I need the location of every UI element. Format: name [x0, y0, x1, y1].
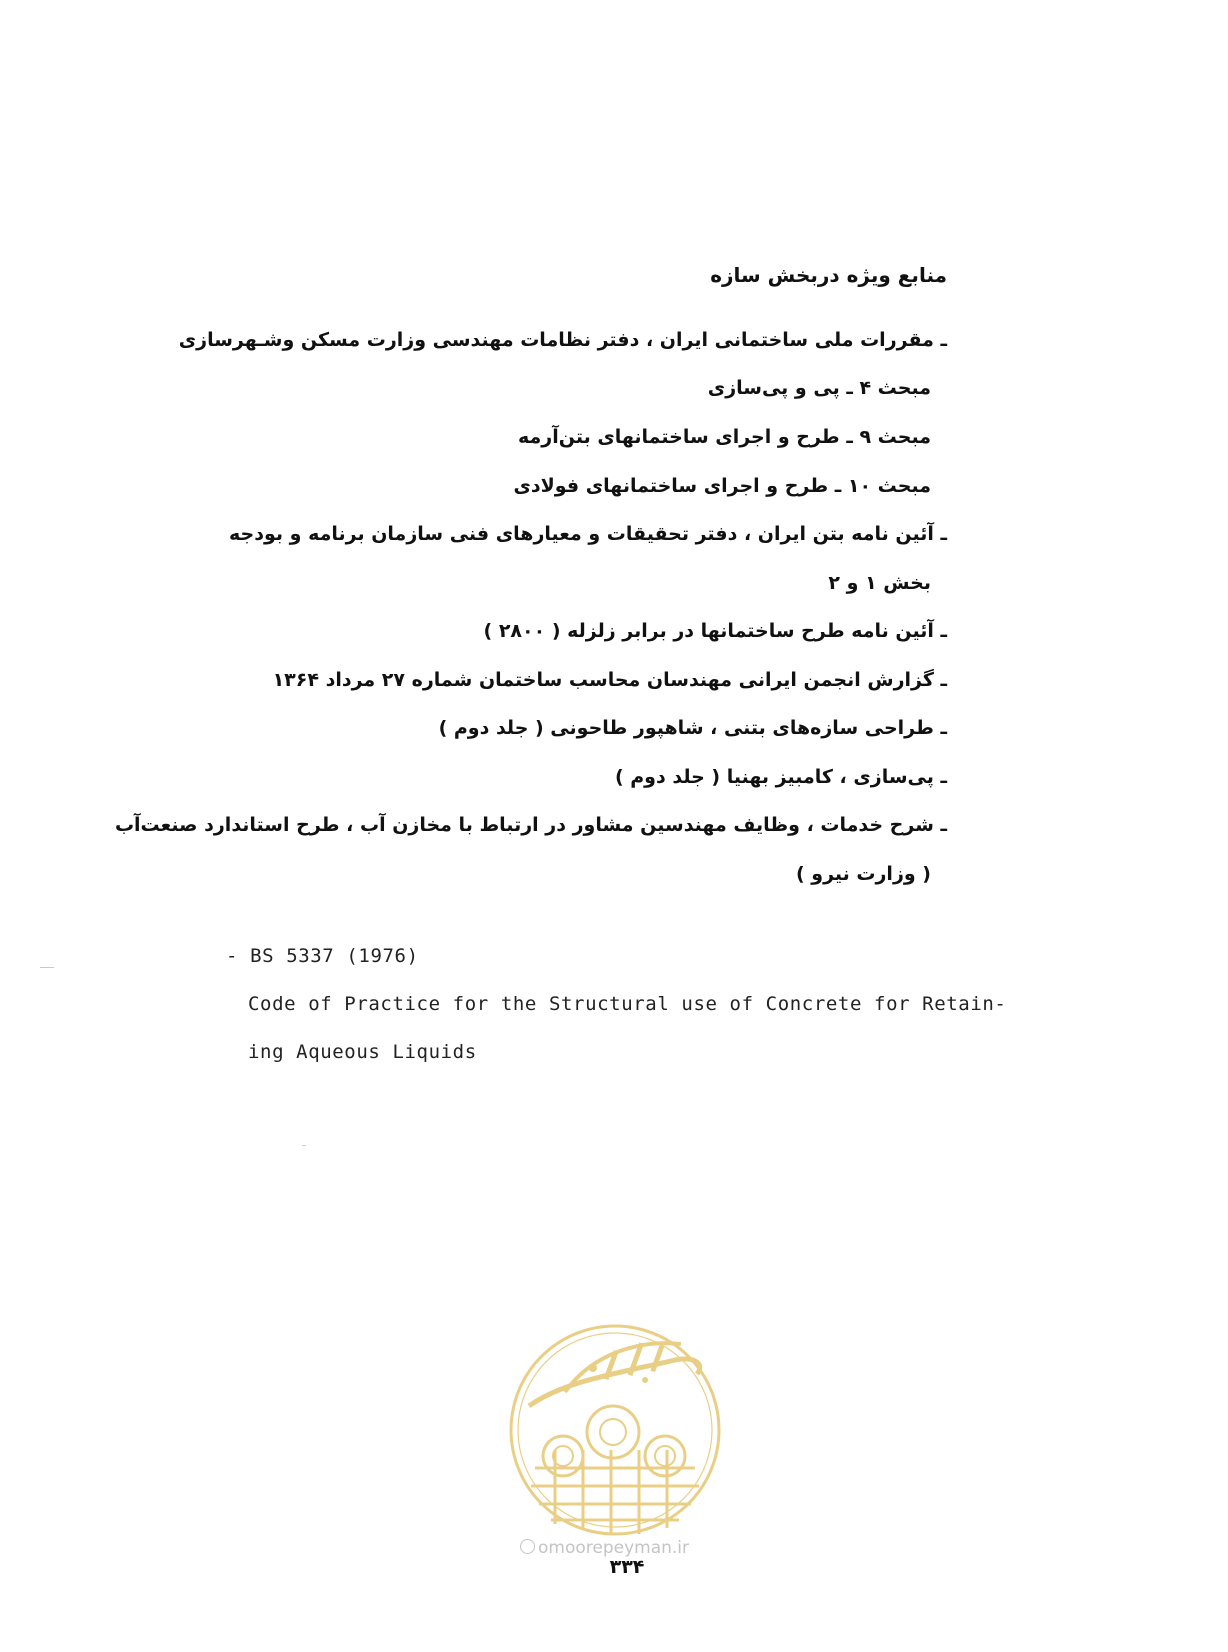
watermark-site	[520, 1538, 689, 1558]
ref-national-building-regulations: ـ مقررات ملی ساختمانی ایران ، دفتر نظامات مهندسی وزارت مسکن وشـهرسازی	[178, 329, 947, 351]
ref-topic-9: مبحث ۹ ـ طرح و اجرای ساختمانهای بتن‌آرمه	[517, 426, 931, 448]
globe-icon	[520, 1539, 535, 1554]
english-ref-title-line2: ing Aqueous Liquids	[248, 1041, 477, 1063]
english-ref-standard: - BS 5337 (1976)	[226, 945, 419, 967]
ref-foundations: ـ پی‌سازی ، کامبیز بهنیا ( جلد دوم )	[614, 766, 947, 788]
ref-parts: بخش ۱ و ۲	[828, 572, 931, 594]
ref-iran-concrete-code: ـ آئین نامه بتن ایران ، دفتر تحقیقات و معیارهای فنی سازمان برنامه و بودجه	[229, 523, 947, 545]
ref-engineers-report: ـ گزارش انجمن ایرانی مهندسان محاسب ساختمان شماره ۲۷ مرداد ۱۳۶۴	[272, 669, 947, 691]
ref-topic-10: مبحث ۱۰ ـ طرح و اجرای ساختمانهای فولادی	[513, 475, 931, 497]
site-url: omoorepeyman.ir	[538, 1538, 690, 1558]
section-heading: منابع ویژه دربخش سازه	[710, 263, 947, 287]
english-ref-title-line1: Code of Practice for the Structural use of Concrete for Retain-	[248, 993, 1007, 1015]
ref-ministry-of-energy: ( وزارت نیرو )	[795, 863, 931, 885]
scan-speck	[302, 1145, 306, 1146]
watermark-logo	[505, 1320, 725, 1560]
ref-seismic-code: ـ آئین نامه طرح ساختمانها در برابر زلزله ( ۲۸۰۰ )	[483, 620, 947, 642]
scan-speck	[40, 967, 54, 968]
ref-consultant-duties: ـ شرح خدمات ، وظایف مهندسین مشاور در ارتباط با مخازن آب ، طرح استاندارد صنعت‌آب	[114, 814, 947, 836]
ref-topic-4: مبحث ۴ ـ پی و پی‌سازی	[707, 377, 931, 399]
ref-concrete-design: ـ طراحی سازه‌های بتنی ، شاهپور طاحونی ( جلد دوم )	[438, 717, 947, 739]
page-number: ۳۳۴	[609, 1556, 645, 1578]
